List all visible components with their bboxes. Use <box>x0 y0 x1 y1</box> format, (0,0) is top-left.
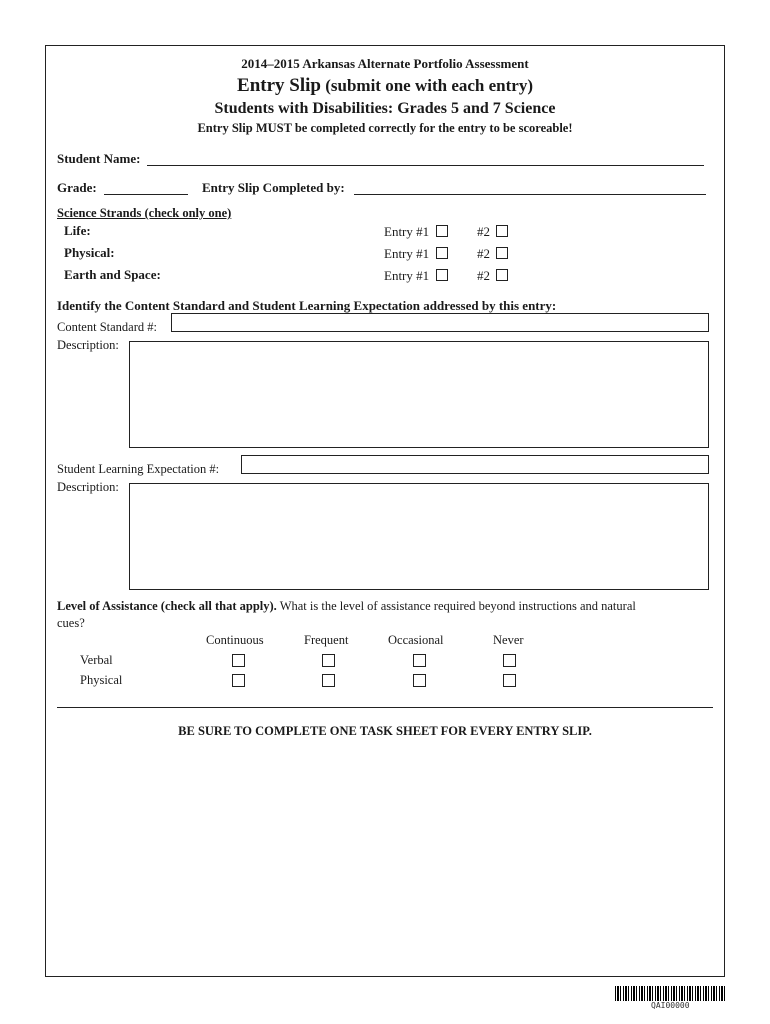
verbal-occasional-checkbox[interactable] <box>413 654 426 667</box>
form-subtitle: Students with Disabilities: Grades 5 and 7 Science <box>214 100 556 117</box>
strand-life-entry2-label: #2 <box>477 224 490 239</box>
strand-physical-entry2-checkbox[interactable] <box>496 247 508 259</box>
strand-earth-entry2-label: #2 <box>477 268 490 283</box>
strand-earth-entry2-checkbox[interactable] <box>496 269 508 281</box>
physical-occasional-checkbox[interactable] <box>413 674 426 687</box>
assistance-row-verbal: Verbal <box>80 653 113 667</box>
strand-life-label: Life: <box>64 223 91 238</box>
form-instruction: Entry Slip MUST be completed correctly for the entry to be scoreable! <box>197 121 573 135</box>
assistance-row-physical: Physical <box>80 673 123 687</box>
assistance-heading-cont: cues? <box>57 616 85 630</box>
content-heading: Identify the Content Standard and Student Learning Expectation addressed by this entry: <box>57 298 557 313</box>
strand-physical-entry1-checkbox[interactable] <box>436 247 448 259</box>
student-name-field[interactable] <box>147 165 704 166</box>
grade-label: Grade: <box>57 180 97 195</box>
physical-frequent-checkbox[interactable] <box>322 674 335 687</box>
verbal-frequent-checkbox[interactable] <box>322 654 335 667</box>
student-name-label: Student Name: <box>57 151 141 166</box>
completed-by-label: Entry Slip Completed by: <box>202 180 345 195</box>
assistance-col-never: Never <box>493 633 524 647</box>
strand-physical-entry2-label: #2 <box>477 246 490 261</box>
form-title-sub: (submit one with each entry) <box>325 76 533 95</box>
strand-physical-entry1-label: Entry #1 <box>384 246 430 261</box>
content-description-textarea[interactable] <box>129 341 709 448</box>
assistance-col-frequent: Frequent <box>304 633 349 647</box>
strand-life-entry1-label: Entry #1 <box>384 224 430 239</box>
verbal-never-checkbox[interactable] <box>503 654 516 667</box>
physical-continuous-checkbox[interactable] <box>232 674 245 687</box>
assistance-heading-bold: Level of Assistance (check all that apply). <box>57 599 277 613</box>
content-standard-label: Content Standard #: <box>57 320 157 334</box>
strand-earth-entry1-checkbox[interactable] <box>436 269 448 281</box>
sle-description-label: Description: <box>57 480 119 494</box>
form-year-title: 2014–2015 Arkansas Alternate Portfolio Assessment <box>241 56 529 71</box>
assistance-heading <box>57 599 636 614</box>
barcode-text: QAI00000 <box>651 1001 690 1010</box>
grade-field[interactable] <box>104 194 188 195</box>
physical-never-checkbox[interactable] <box>503 674 516 687</box>
task-sheet-reminder: BE SURE TO COMPLETE ONE TASK SHEET FOR EVERY ENTRY SLIP. <box>178 724 592 738</box>
strand-earth-entry1-label: Entry #1 <box>384 268 430 283</box>
strand-earth-label: Earth and Space: <box>64 267 161 282</box>
assistance-col-continuous: Continuous <box>206 633 264 647</box>
sle-description-textarea[interactable] <box>129 483 709 590</box>
form-title <box>0 75 770 97</box>
section-divider <box>57 707 713 708</box>
completed-by-field[interactable] <box>354 194 706 195</box>
content-standard-input[interactable] <box>171 313 709 332</box>
form-title-main: Entry Slip <box>237 75 321 96</box>
sle-label: Student Learning Expectation #: <box>57 462 220 476</box>
content-description-label: Description: <box>57 338 119 352</box>
sle-input[interactable] <box>241 455 709 474</box>
assistance-heading-text: What is the level of assistance required beyond instructions and natural <box>276 599 636 613</box>
strand-physical-label: Physical: <box>64 245 115 260</box>
barcode-graphic <box>615 986 725 1001</box>
assistance-col-occasional: Occasional <box>388 633 444 647</box>
verbal-continuous-checkbox[interactable] <box>232 654 245 667</box>
science-strands-heading: Science Strands (check only one) <box>57 206 232 220</box>
strand-life-entry2-checkbox[interactable] <box>496 225 508 237</box>
strand-life-entry1-checkbox[interactable] <box>436 225 448 237</box>
